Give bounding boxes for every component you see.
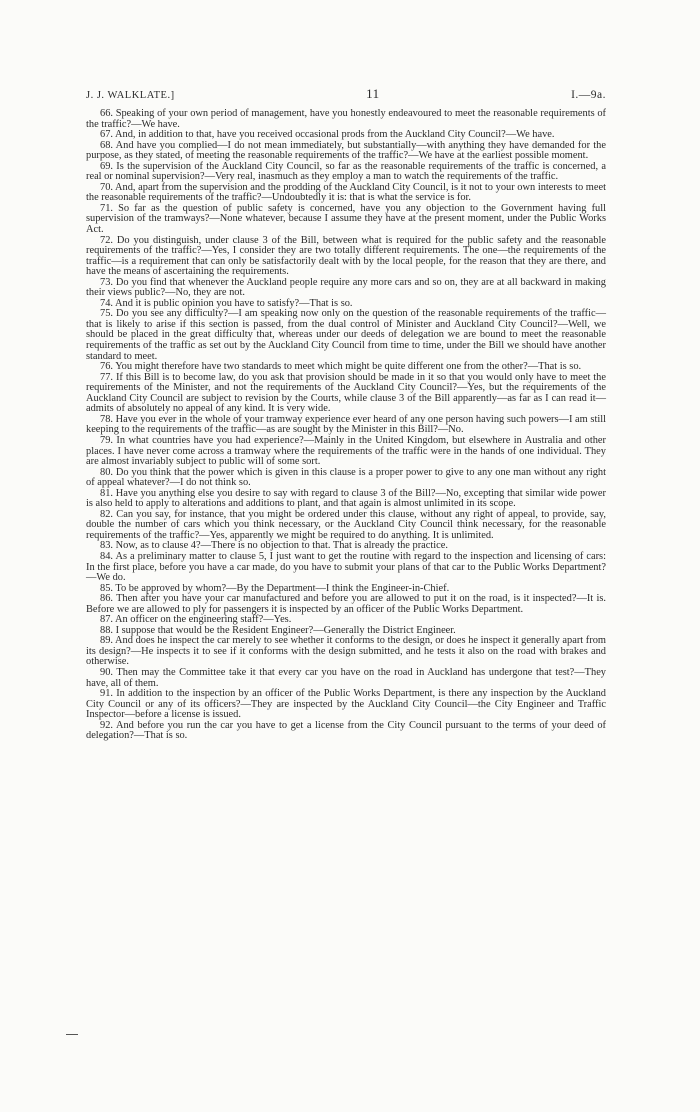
paragraph-80: 80. Do you think that the power which is given in this clause is a proper power to give to any one man without any right of appeal whatever?—I do not think so. — [86, 466, 606, 489]
paragraph-71: 71. So far as the question of public safety is concerned, have you any objection to the Government having full supervision of the tramways?—None whatever, because I assume they have at the present moment, under the Public Works Act. — [86, 202, 606, 236]
paper-reference: I.—9a. — [571, 89, 606, 101]
paragraph-70: 70. And, apart from the supervision and the prodding of the Auckland City Council, is it not to your own interests to meet the reasonable requirements of the traffic?—Undoubtedly it is: that is what the service is for. — [86, 181, 606, 204]
paragraph-76: 76. You might therefore have two standards to meet which might be quite different one from the other?—That is so. — [100, 361, 582, 373]
paragraph-90: 90. Then may the Committee take it that every car you have on the road in Auckland has undergone that test?—They have, all of them. — [86, 666, 606, 689]
document-page — [86, 86, 606, 742]
paragraph-87: 87. An officer on the engineering staff?—Yes. — [100, 614, 292, 626]
paragraph-77: 77. If this Bill is to become law, do you ask that provision should be made in it so that you would only have to meet the requirements of the Minister, and not the requirements of the Auckland City Council?—Yes, but the requirements of the Auckland City Council are subject to revision by the Courts, while clause 3 of the Bill apparently—as far as I can read it—admits of absolutely no appeal of any kind. It is very wide. — [86, 371, 606, 415]
paragraph-81: 81. Have you anything else you desire to say with regard to clause 3 of the Bill?—No, excepting that similar wide power is also held to apply to alterations and additions to plant, and that again is almost unlimited in its scope. — [86, 487, 606, 510]
paragraph-75: 75. Do you see any difficulty?—I am speaking now only on the question of the reasonable requirements of the traffic—that is likely to arise if this section is passed, from the dual control of Minister and Auckland City Council?—Well, we should be placed in the great difficulty that, whereas under our deeds of delegation we are bound to meet the reasonable requirements of the traffic as set out by the Auckland City Council from time to time, under the Bill we should have another standard to meet. — [86, 308, 606, 362]
page-number: 11 — [366, 86, 380, 101]
paragraph-85: 85. To be approved by whom?—By the Department—I think the Engineer-in-Chief. — [100, 582, 450, 594]
paragraph-79: 79. In what countries have you had experience?—Mainly in the United Kingdom, but elsewhere in Australia and other places. I have never come across a tramway where the requirements of the traffic were in the hands of one individual. They are almost invariably subject to public will of some sort. — [86, 434, 606, 468]
paragraph-83: 83. Now, as to clause 4?—There is no objection to that. That is already the practice. — [100, 540, 448, 552]
paragraph-82: 82. Can you say, for instance, that you might be ordered under this clause, without any right of appeal, to provide, say, double the number of cars which you think necessary, or the Auckland City Council think necessary, for the reasonable requirements of the traffic?—Yes, apparently we might be required to do anything. It is unlimited. — [86, 508, 606, 541]
paragraph-78: 78. Have you ever in the whole of your tramway experience ever heard of any one person having such powers—I am still keeping to the requirements of the traffic—as are sought by the Minister in this Bill?—No. — [86, 413, 606, 436]
paragraph-92: 92. And before you run the car you have to get a license from the City Council pursuant to the terms of your deed of delegation?—That is so. — [86, 719, 606, 742]
paragraph-69: 69. Is the supervision of the Auckland City Council, so far as the reasonable requirements of the traffic is concerned, a real or nominal supervision?—Very real, inasmuch as they employ a man to watch the requirements of the traffic. — [86, 160, 606, 183]
margin-mark — [66, 1034, 78, 1035]
minutes-body — [86, 109, 606, 742]
paragraph-66: 66. Speaking of your own period of management, have you honestly endeavoured to meet the reasonable requirements of the traffic?—We have. — [86, 108, 606, 130]
paragraph-73: 73. Do you find that whenever the Auckland people require any more cars and so on, they are at all backward in making their views public?—No, they are not. — [86, 276, 606, 299]
paragraph-89: 89. And does he inspect the car merely to see whether it conforms to the design, or does he inspect it generally apart from its design?—He inspects it to see if it conforms with the design submitted, and he tests it also on the road with brakes and otherwise. — [86, 635, 606, 668]
paragraph-68: 68. And have you complied—I do not mean immediately, but substantially—with anything they have demanded for the purpose, as they stated, of meeting the reasonable requirements of the traffic?—We have at the earliest possible moment. — [86, 139, 606, 162]
paragraph-67: 67. And, in addition to that, have you received occasional prods from the Auckland City Council?—We have. — [100, 129, 555, 141]
page-header — [86, 86, 606, 102]
witness-name: J. J. WALKLATE.] — [86, 90, 175, 101]
paragraph-74: 74. And it is public opinion you have to satisfy?—That is so. — [100, 297, 353, 309]
paragraph-91: 91. In addition to the inspection by an officer of the Public Works Department, is there any inspection by the Auckland City Council or any of its officers?—They are inspected by the Auckland City Council—the City Engineer and Traffic Inspector—before a license is issued. — [86, 688, 606, 721]
paragraph-72: 72. Do you distinguish, under clause 3 of the Bill, between what is required for the public safety and the reasonable requirements of the traffic?—Yes, I consider they are two totally different requirements. The one—the requirements of the traffic—is a requirement that can only be satisfactorily dealt with by the local people, for the reason that they are there, and have the means of ascertaining the requirements. — [86, 234, 606, 278]
paragraph-84: 84. As a preliminary matter to clause 5, I just want to get the routine with regard to the inspection and licensing of cars: In the first place, before you have a car made, do you have to submit your plans of that car to the Public Works Department?—We do. — [86, 550, 606, 584]
paragraph-86: 86. Then after you have your car manufactured and before you are allowed to put it on the road, is it inspected?—It is. Before we are allowed to ply for passengers it is inspected by an officer of the Public Works Department. — [86, 593, 606, 615]
paragraph-88: 88. I suppose that would be the Resident Engineer?—Generally the District Engineer. — [100, 624, 456, 636]
